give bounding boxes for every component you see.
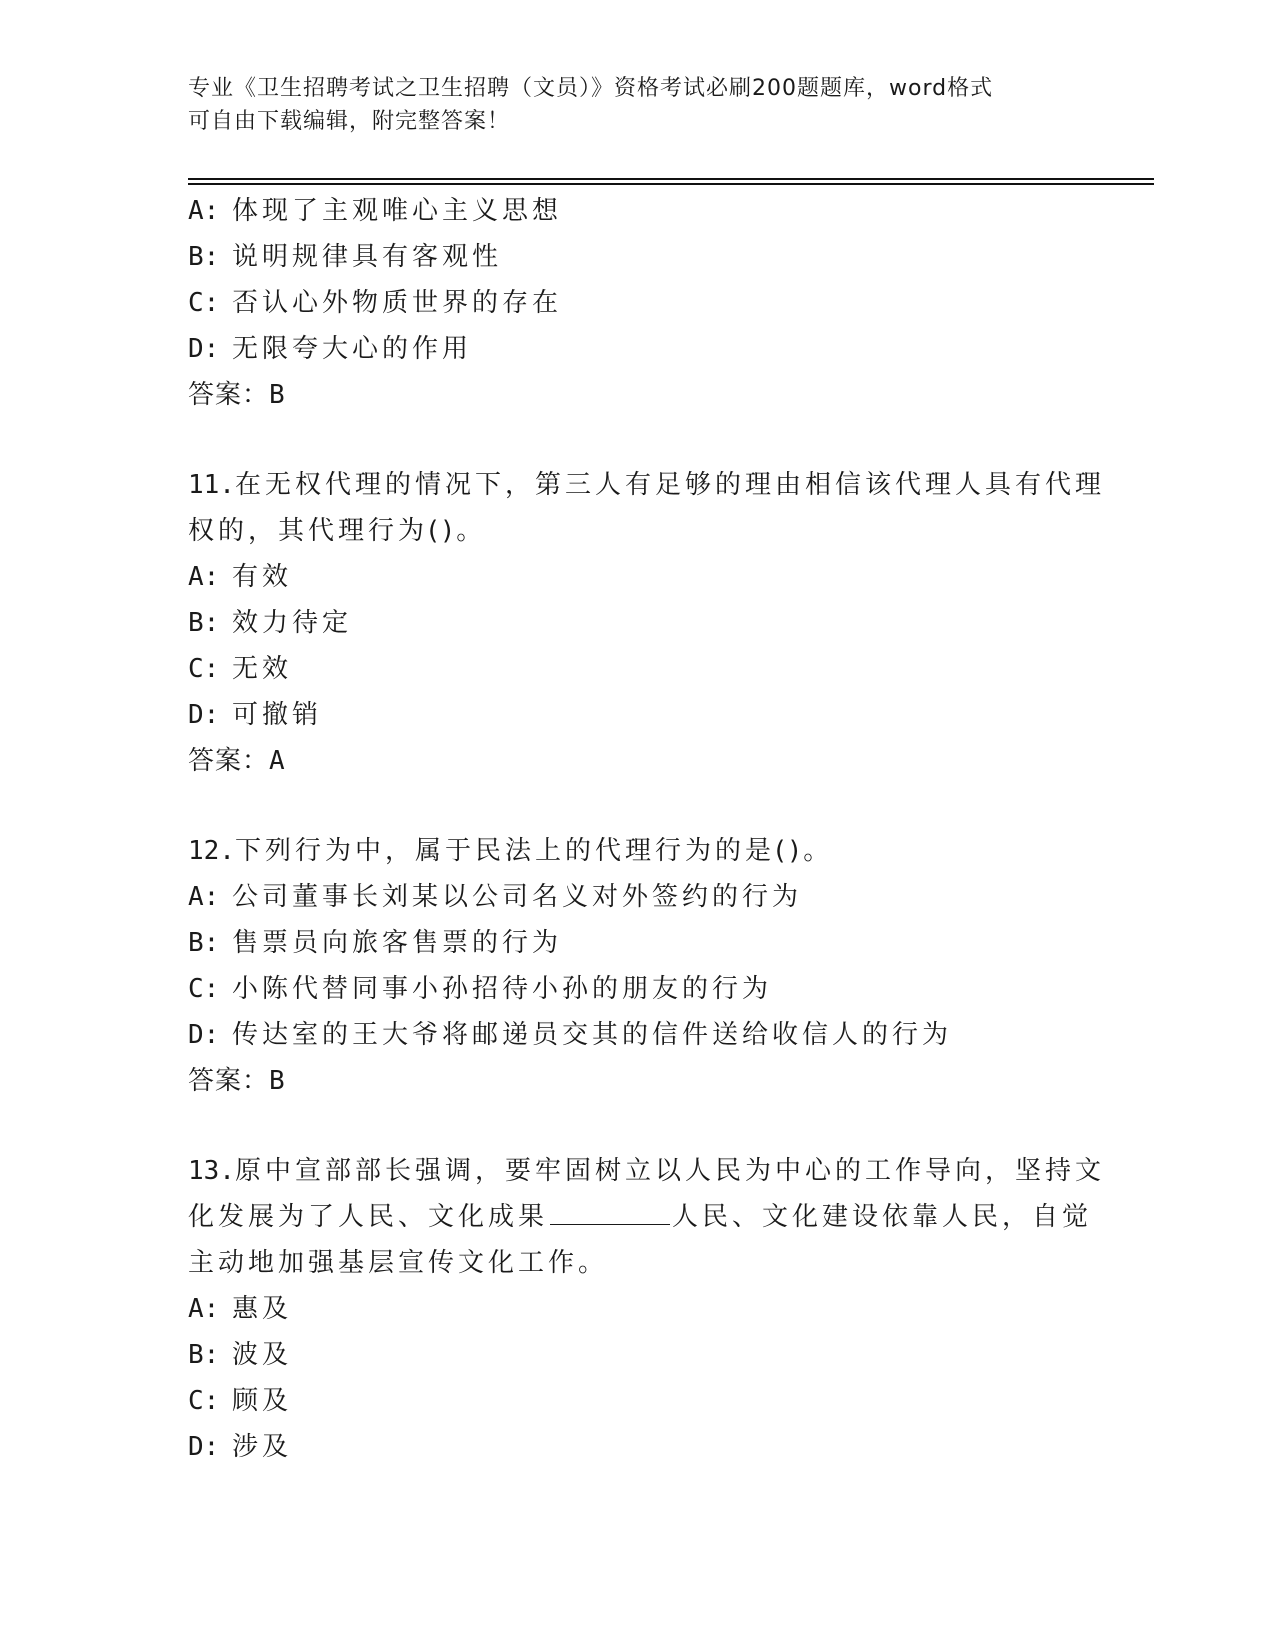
option-letter: C:: [188, 654, 220, 684]
option-text: 小陈代替同事小孙招待小孙的朋友的行为: [232, 974, 773, 1004]
question-number: 13.: [188, 1156, 235, 1186]
option-letter: A:: [188, 562, 220, 592]
question-stem-continued: 权的，其代理行为()。: [188, 516, 487, 546]
question-stem-continued: 主动地加强基层宣传文化工作。: [188, 1248, 609, 1278]
answer-label: 答案：: [188, 380, 270, 410]
question-stem: [188, 828, 1148, 874]
option-letter: D:: [188, 334, 220, 364]
document-header: [188, 72, 1088, 138]
option-text: 说明规律具有客观性: [232, 242, 503, 272]
header-line-2: 可自由下载编辑，附完整答案！: [188, 109, 511, 134]
option-b: [188, 920, 1148, 966]
option-letter: B:: [188, 928, 220, 958]
header-divider-bottom: [188, 183, 1154, 185]
option-text: 无限夸大心的作用: [232, 334, 473, 364]
option-letter: C:: [188, 288, 220, 318]
option-letter: A:: [188, 1294, 220, 1324]
option-letter: B:: [188, 242, 220, 272]
spacer: [188, 1104, 1148, 1148]
option-letter: C:: [188, 974, 220, 1004]
spacer: [188, 784, 1148, 828]
header-divider-top: [188, 178, 1154, 180]
answer-label: 答案：: [188, 1066, 270, 1096]
question-text-before-blank: 化发展为了人民、文化成果: [188, 1202, 549, 1232]
option-c: [188, 280, 1148, 326]
answer-value: B: [269, 1066, 286, 1096]
option-letter: A:: [188, 882, 220, 912]
question-text: 原中宣部部长强调，要牢固树立以人民为中心的工作导向，坚持文: [234, 1156, 1105, 1186]
option-letter: D:: [188, 1432, 220, 1462]
option-text: 惠及: [232, 1294, 293, 1324]
option-b: [188, 234, 1148, 280]
option-letter: C:: [188, 1386, 220, 1416]
option-letter: A:: [188, 196, 220, 226]
option-text: 售票员向旅客售票的行为: [232, 928, 563, 958]
question-10-continued: [188, 188, 1148, 418]
option-d: [188, 1012, 1148, 1058]
answer-label: 答案：: [188, 746, 270, 776]
question-11: [188, 462, 1148, 784]
question-12: [188, 828, 1148, 1104]
question-stem: [188, 1148, 1148, 1194]
answer-line: [188, 738, 1148, 784]
option-a: [188, 1286, 1148, 1332]
option-d: [188, 1424, 1148, 1470]
option-a: [188, 188, 1148, 234]
option-b: [188, 1332, 1148, 1378]
option-a: [188, 554, 1148, 600]
option-d: [188, 326, 1148, 372]
option-letter: B:: [188, 608, 220, 638]
question-13: [188, 1148, 1148, 1470]
option-a: [188, 874, 1148, 920]
option-c: [188, 966, 1148, 1012]
question-stem-continued: [188, 1194, 1148, 1240]
option-text: 效力待定: [232, 608, 353, 638]
answer-value: B: [269, 380, 286, 410]
option-b: [188, 600, 1148, 646]
question-stem: [188, 462, 1148, 508]
option-letter: D:: [188, 700, 220, 730]
question-text: 在无权代理的情况下，第三人有足够的理由相信该代理人具有代理: [234, 470, 1105, 500]
option-letter: D:: [188, 1020, 220, 1050]
fill-in-blank: [550, 1194, 670, 1225]
header-line-1: 专业《卫生招聘考试之卫生招聘（文员）》资格考试必刷200题题库，word格式: [188, 76, 994, 101]
option-c: [188, 1378, 1148, 1424]
option-text: 体现了主观唯心主义思想: [232, 196, 563, 226]
question-list: [188, 188, 1148, 1470]
option-text: 涉及: [232, 1432, 293, 1462]
question-text-after-blank: 人民、文化建设依靠人民，自觉: [672, 1202, 1093, 1232]
option-text: 公司董事长刘某以公司名义对外签约的行为: [232, 882, 803, 912]
question-number: 12.: [188, 836, 235, 866]
option-text: 否认心外物质世界的存在: [232, 288, 563, 318]
answer-value: A: [269, 746, 286, 776]
option-text: 无效: [232, 654, 293, 684]
answer-line: [188, 1058, 1148, 1104]
question-number: 11.: [188, 470, 235, 500]
option-text: 传达室的王大爷将邮递员交其的信件送给收信人的行为: [232, 1020, 953, 1050]
question-text: 下列行为中，属于民法上的代理行为的是()。: [234, 836, 834, 866]
option-c: [188, 646, 1148, 692]
spacer: [188, 418, 1148, 462]
option-text: 顾及: [232, 1386, 293, 1416]
answer-line: [188, 372, 1148, 418]
option-text: 有效: [232, 562, 293, 592]
option-letter: B:: [188, 1340, 220, 1370]
option-d: [188, 692, 1148, 738]
option-text: 可撤销: [232, 700, 323, 730]
option-text: 波及: [232, 1340, 293, 1370]
